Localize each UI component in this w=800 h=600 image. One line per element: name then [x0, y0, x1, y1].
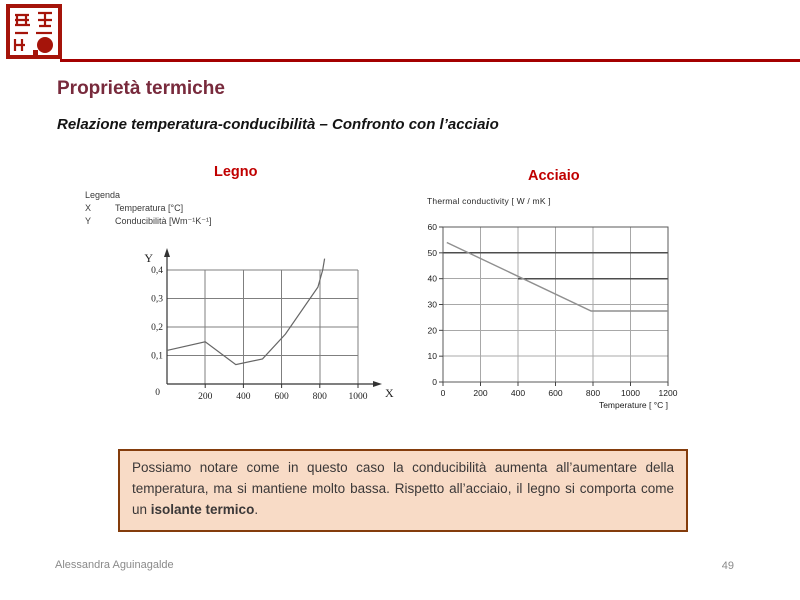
footer-author: Alessandra Aguinagalde: [55, 559, 174, 571]
svg-text:50: 50: [427, 247, 437, 258]
y-axis-arrow: [164, 248, 170, 257]
svg-text:40: 40: [427, 273, 437, 284]
legno-chart-title: Legno: [214, 164, 258, 180]
acciaio-ylabel: Thermal conductivity [ W / mK ]: [427, 196, 551, 206]
acciaio-chart: [425, 220, 725, 415]
svg-text:60: 60: [427, 222, 437, 232]
svg-text:0: 0: [432, 377, 437, 387]
svg-text:0: 0: [155, 388, 160, 398]
svg-text:Temperature [ °C ]: Temperature [ °C ]: [598, 400, 668, 410]
legend-symbol-x: X: [85, 203, 92, 213]
svg-text:800: 800: [312, 392, 327, 402]
note-text-bold: isolante termico: [150, 501, 255, 517]
svg-text:Y: Y: [144, 251, 153, 265]
svg-text:0,4: 0,4: [151, 266, 163, 276]
page-title: Proprietà termiche: [57, 78, 225, 99]
legend-title: Legenda: [85, 190, 121, 200]
legend-row-y: [85, 215, 212, 228]
legend-label-x: Temperatura [°C]: [115, 203, 184, 213]
svg-text:200: 200: [473, 388, 488, 398]
svg-text:400: 400: [510, 388, 526, 398]
acciaio-chart-title: Acciaio: [528, 168, 580, 184]
svg-text:1000: 1000: [621, 388, 640, 398]
seal-logo-icon: [5, 3, 63, 60]
note-text-end: .: [254, 501, 259, 517]
svg-text:600: 600: [274, 392, 289, 402]
legno-series-line: [167, 259, 325, 365]
legend-symbol-y: Y: [85, 216, 92, 226]
svg-text:1000: 1000: [348, 392, 368, 402]
svg-text:X: X: [385, 386, 394, 400]
svg-text:600: 600: [548, 388, 563, 398]
svg-text:30: 30: [427, 299, 437, 310]
header-rule: [60, 59, 800, 62]
svg-text:200: 200: [198, 392, 213, 402]
svg-text:0,1: 0,1: [151, 351, 163, 362]
page-subtitle: Relazione temperatura-conducibilità – Confronto con l’acciaio: [57, 116, 499, 133]
svg-text:1200: 1200: [658, 388, 678, 398]
svg-text:0,2: 0,2: [151, 323, 163, 333]
legend-label-y: Conducibilità [Wm⁻¹K⁻¹]: [115, 216, 212, 226]
note-text: Possiamo notare come in questo caso la conducibilità aumenta all’aumentare della temperatura, ma si mantiene molto bassa. Rispetto all’acciaio, il legno si comporta come un: [132, 460, 674, 517]
svg-text:0,3: 0,3: [151, 294, 163, 305]
note-box: [118, 449, 688, 532]
legno-chart: [140, 243, 398, 408]
svg-text:0: 0: [440, 388, 446, 398]
svg-text:10: 10: [427, 351, 437, 362]
svg-text:800: 800: [585, 388, 601, 398]
footer-page-number: 49: [721, 560, 734, 572]
acciaio-chart-svg: [425, 220, 725, 410]
svg-text:20: 20: [427, 325, 437, 336]
legend-row-x: [85, 202, 212, 215]
svg-text:400: 400: [236, 392, 251, 402]
legno-legend: [85, 189, 212, 228]
x-axis-arrow: [373, 381, 382, 387]
legno-chart-svg: [140, 243, 398, 403]
